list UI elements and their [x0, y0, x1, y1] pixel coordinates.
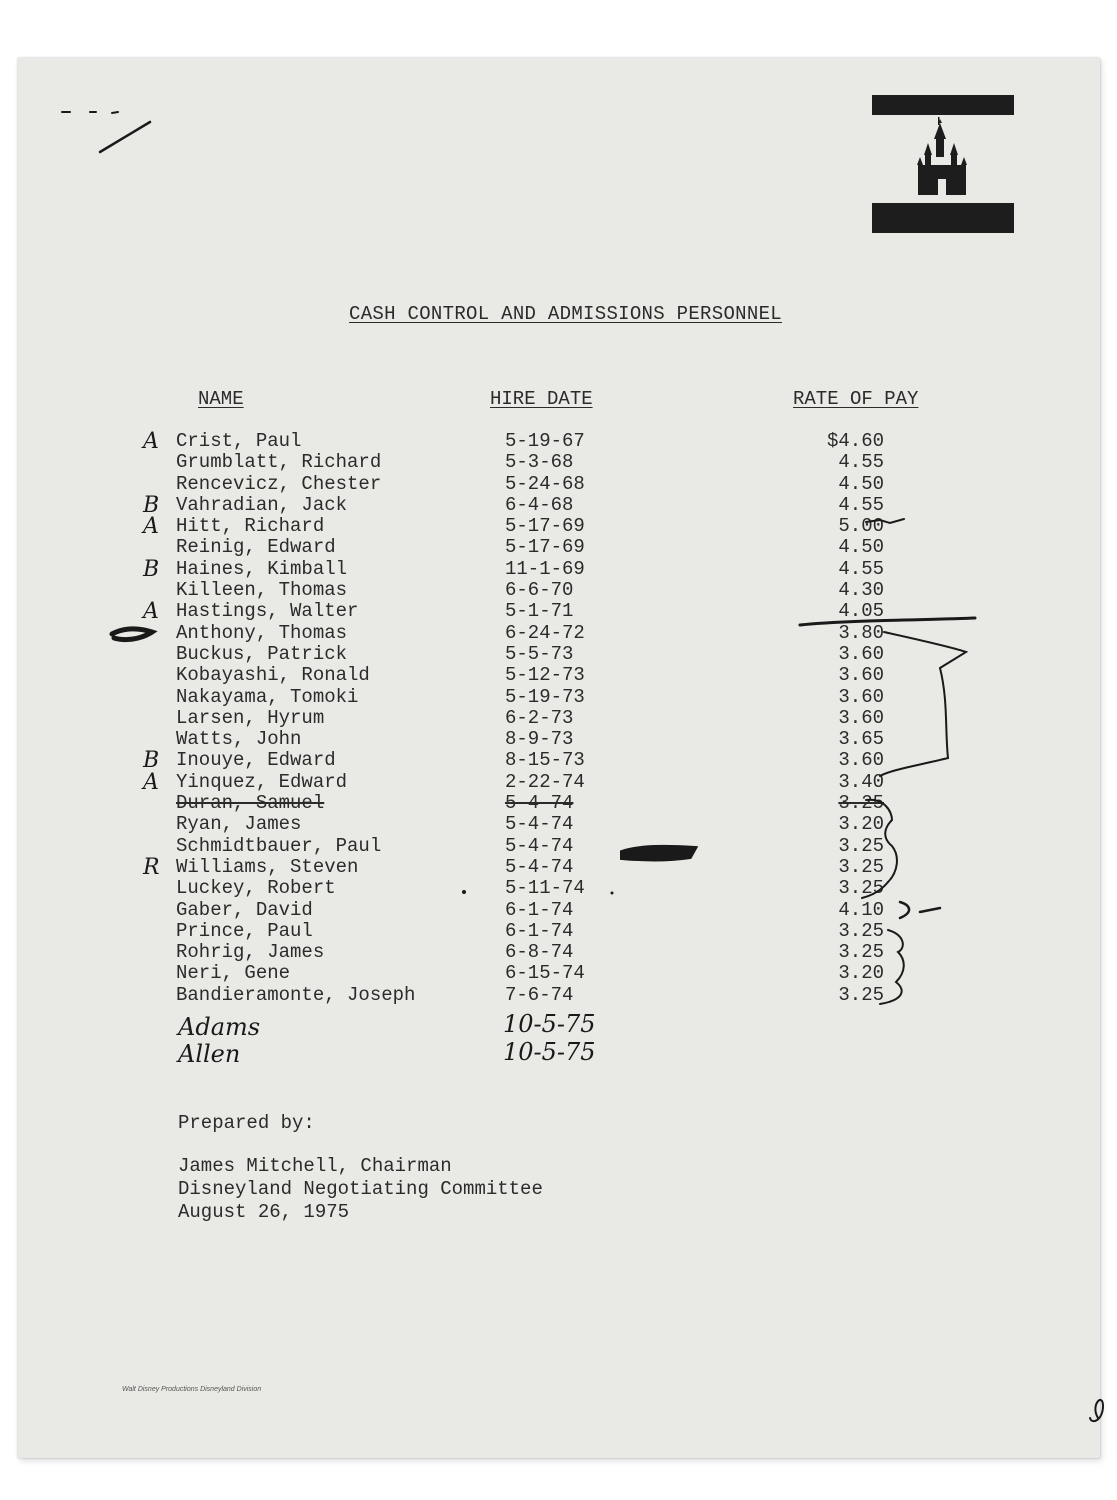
- table-row: [0, 665, 1117, 686]
- employee-name: Schmidtbauer, Paul: [176, 834, 382, 857]
- hire-date: 2-22-74: [505, 770, 585, 793]
- table-row: [0, 556, 1117, 582]
- rate-of-pay: 3.25: [838, 792, 884, 815]
- handwritten-mark: B: [143, 492, 160, 518]
- rate-of-pay: 4.55: [838, 493, 884, 516]
- table-row: [0, 814, 1117, 835]
- table-row: [0, 708, 1117, 729]
- handwritten-name-2: Allen: [178, 1040, 241, 1068]
- table-row: [0, 687, 1117, 708]
- employee-name: Duran, Samuel: [176, 792, 325, 815]
- rate-of-pay: 3.40: [838, 770, 884, 793]
- rate-of-pay: 4.50: [838, 472, 884, 495]
- table-row: [0, 431, 1117, 452]
- employee-name: Rohrig, James: [176, 941, 325, 964]
- handwritten-mark: B: [143, 556, 160, 582]
- hire-date: 6-4-68: [505, 493, 574, 516]
- table-row: [0, 452, 1117, 473]
- prepared-by-label: Prepared by:: [178, 1112, 315, 1134]
- signature-line-3: August 26, 1975: [178, 1201, 350, 1223]
- rate-of-pay: 3.25: [838, 855, 884, 878]
- employee-name: Neri, Gene: [176, 962, 291, 985]
- table-row: [0, 474, 1117, 495]
- rate-of-pay: 3.25: [838, 983, 884, 1006]
- table-row: [0, 599, 1117, 625]
- employee-name: Reinig, Edward: [176, 536, 336, 559]
- rate-of-pay: 4.50: [838, 536, 884, 559]
- hire-date: 6-2-73: [505, 706, 574, 729]
- table-row: [0, 985, 1117, 1006]
- table-row: [0, 537, 1117, 558]
- hire-date: 6-8-74: [505, 941, 574, 964]
- hire-date: 8-9-73: [505, 728, 574, 751]
- hire-date: 5-12-73: [505, 664, 585, 687]
- table-row: [0, 878, 1117, 899]
- handwritten-mark: A: [143, 514, 159, 540]
- table-row: [0, 644, 1117, 665]
- employee-name: Haines, Kimball: [176, 557, 348, 580]
- hire-date: 5-19-73: [505, 685, 585, 708]
- rate-of-pay: 4.10: [838, 898, 884, 921]
- table-row: [0, 793, 1117, 814]
- rate-of-pay: 4.55: [838, 451, 884, 474]
- employee-name: Vahradian, Jack: [176, 493, 348, 516]
- table-row: [0, 729, 1117, 750]
- table-row: [0, 900, 1117, 921]
- handwritten-name-1: Adams: [178, 1013, 261, 1041]
- employee-name: Luckey, Robert: [176, 877, 336, 900]
- hire-date: 5-11-74: [505, 877, 585, 900]
- table-row: [0, 623, 1117, 644]
- employee-name: Buckus, Patrick: [176, 642, 348, 665]
- employee-name: Larsen, Hyrum: [176, 706, 325, 729]
- employee-name: Inouye, Edward: [176, 749, 336, 772]
- hire-date: 5-17-69: [505, 515, 585, 538]
- column-header-name: NAME: [198, 388, 244, 410]
- table-row: [0, 514, 1117, 540]
- employee-name: Rencevicz, Chester: [176, 472, 382, 495]
- rate-of-pay: 3.60: [838, 685, 884, 708]
- handwritten-date-2: 10-5-75: [503, 1038, 596, 1066]
- rate-of-pay: 3.60: [838, 749, 884, 772]
- employee-name: Nakayama, Tomoki: [176, 685, 359, 708]
- table-row: [0, 836, 1117, 857]
- hire-date: 6-1-74: [505, 898, 574, 921]
- handwritten-mark: A: [143, 769, 159, 795]
- employee-name: Hitt, Richard: [176, 515, 325, 538]
- rate-of-pay: 3.65: [838, 728, 884, 751]
- hire-date: 6-15-74: [505, 962, 585, 985]
- hire-date: 5-3-68: [505, 451, 574, 474]
- rate-of-pay: 3.25: [838, 919, 884, 942]
- rate-of-pay: 3.25: [838, 941, 884, 964]
- employee-name: Bandieramonte, Joseph: [176, 983, 416, 1006]
- hire-date: 6-1-74: [505, 919, 574, 942]
- table-row: [0, 748, 1117, 774]
- hire-date: 5-1-71: [505, 600, 574, 623]
- rate-of-pay: 3.20: [838, 813, 884, 836]
- rate-of-pay: 4.55: [838, 557, 884, 580]
- employee-name: Kobayashi, Ronald: [176, 664, 370, 687]
- table-row: [0, 942, 1117, 963]
- column-header-rate: RATE OF PAY: [793, 388, 919, 410]
- handwritten-mark: A: [143, 429, 159, 454]
- table-row: [0, 769, 1117, 795]
- castle-icon: [914, 117, 970, 201]
- rate-of-pay: 3.20: [838, 962, 884, 985]
- hire-date: 5-4-74: [505, 834, 574, 857]
- hire-date: 7-6-74: [505, 983, 574, 1006]
- signature-line-1: James Mitchell, Chairman: [178, 1155, 452, 1177]
- personnel-table: [0, 431, 1117, 1006]
- logo-top-bar: [872, 95, 1014, 115]
- employee-name: Gaber, David: [176, 898, 313, 921]
- employee-name: Yinquez, Edward: [176, 770, 348, 793]
- handwritten-mark: R: [143, 854, 160, 880]
- hire-date: 5-4-74: [505, 855, 574, 878]
- employee-name: Grumblatt, Richard: [176, 451, 382, 474]
- table-row: [0, 492, 1117, 518]
- hire-date: 6-24-72: [505, 621, 585, 644]
- rate-of-pay: 3.80: [838, 621, 884, 644]
- employee-name: Williams, Steven: [176, 855, 359, 878]
- hire-date: 5-4-74: [505, 813, 574, 836]
- handwritten-date-1: 10-5-75: [503, 1010, 596, 1038]
- table-row: [0, 963, 1117, 984]
- rate-of-pay: 3.60: [838, 664, 884, 687]
- document-title: CASH CONTROL AND ADMISSIONS PERSONNEL: [349, 303, 782, 325]
- hire-date: 5-17-69: [505, 536, 585, 559]
- column-header-hire-date: HIRE DATE: [490, 388, 593, 410]
- hire-date: 8-15-73: [505, 749, 585, 772]
- hire-date: 6-6-70: [505, 579, 574, 602]
- hire-date: 5-5-73: [505, 642, 574, 665]
- employee-name: Ryan, James: [176, 813, 302, 836]
- rate-of-pay: 4.30: [838, 579, 884, 602]
- employee-name: Anthony, Thomas: [176, 621, 348, 644]
- hire-date: 5-19-67: [505, 430, 585, 452]
- hire-date: 11-1-69: [505, 557, 585, 580]
- employee-name: Prince, Paul: [176, 919, 313, 942]
- employee-name: Killeen, Thomas: [176, 579, 348, 602]
- rate-of-pay: $4.60: [826, 430, 884, 452]
- rate-of-pay: 3.25: [838, 834, 884, 857]
- footer-imprint: Walt Disney Productions Disneyland Division: [122, 1386, 262, 1393]
- rate-of-pay: 4.05: [838, 600, 884, 623]
- handwritten-mark: B: [143, 748, 160, 774]
- rate-of-pay: 3.25: [838, 877, 884, 900]
- employee-name: Crist, Paul: [176, 430, 302, 452]
- signature-line-2: Disneyland Negotiating Committee: [178, 1178, 543, 1200]
- rate-of-pay: 3.60: [838, 642, 884, 665]
- logo-bottom-bar: [872, 203, 1014, 233]
- hire-date: 5-24-68: [505, 472, 585, 495]
- hire-date: 5-4-74: [505, 792, 574, 815]
- rate-of-pay: 3.60: [838, 706, 884, 729]
- table-row: [0, 921, 1117, 942]
- table-row: [0, 580, 1117, 601]
- employee-name: Hastings, Walter: [176, 600, 359, 623]
- table-row: [0, 854, 1117, 880]
- employee-name: Watts, John: [176, 728, 302, 751]
- disneyland-castle-logo: [872, 95, 1014, 235]
- rate-of-pay: 5.00: [838, 515, 884, 538]
- handwritten-mark: A: [143, 599, 159, 625]
